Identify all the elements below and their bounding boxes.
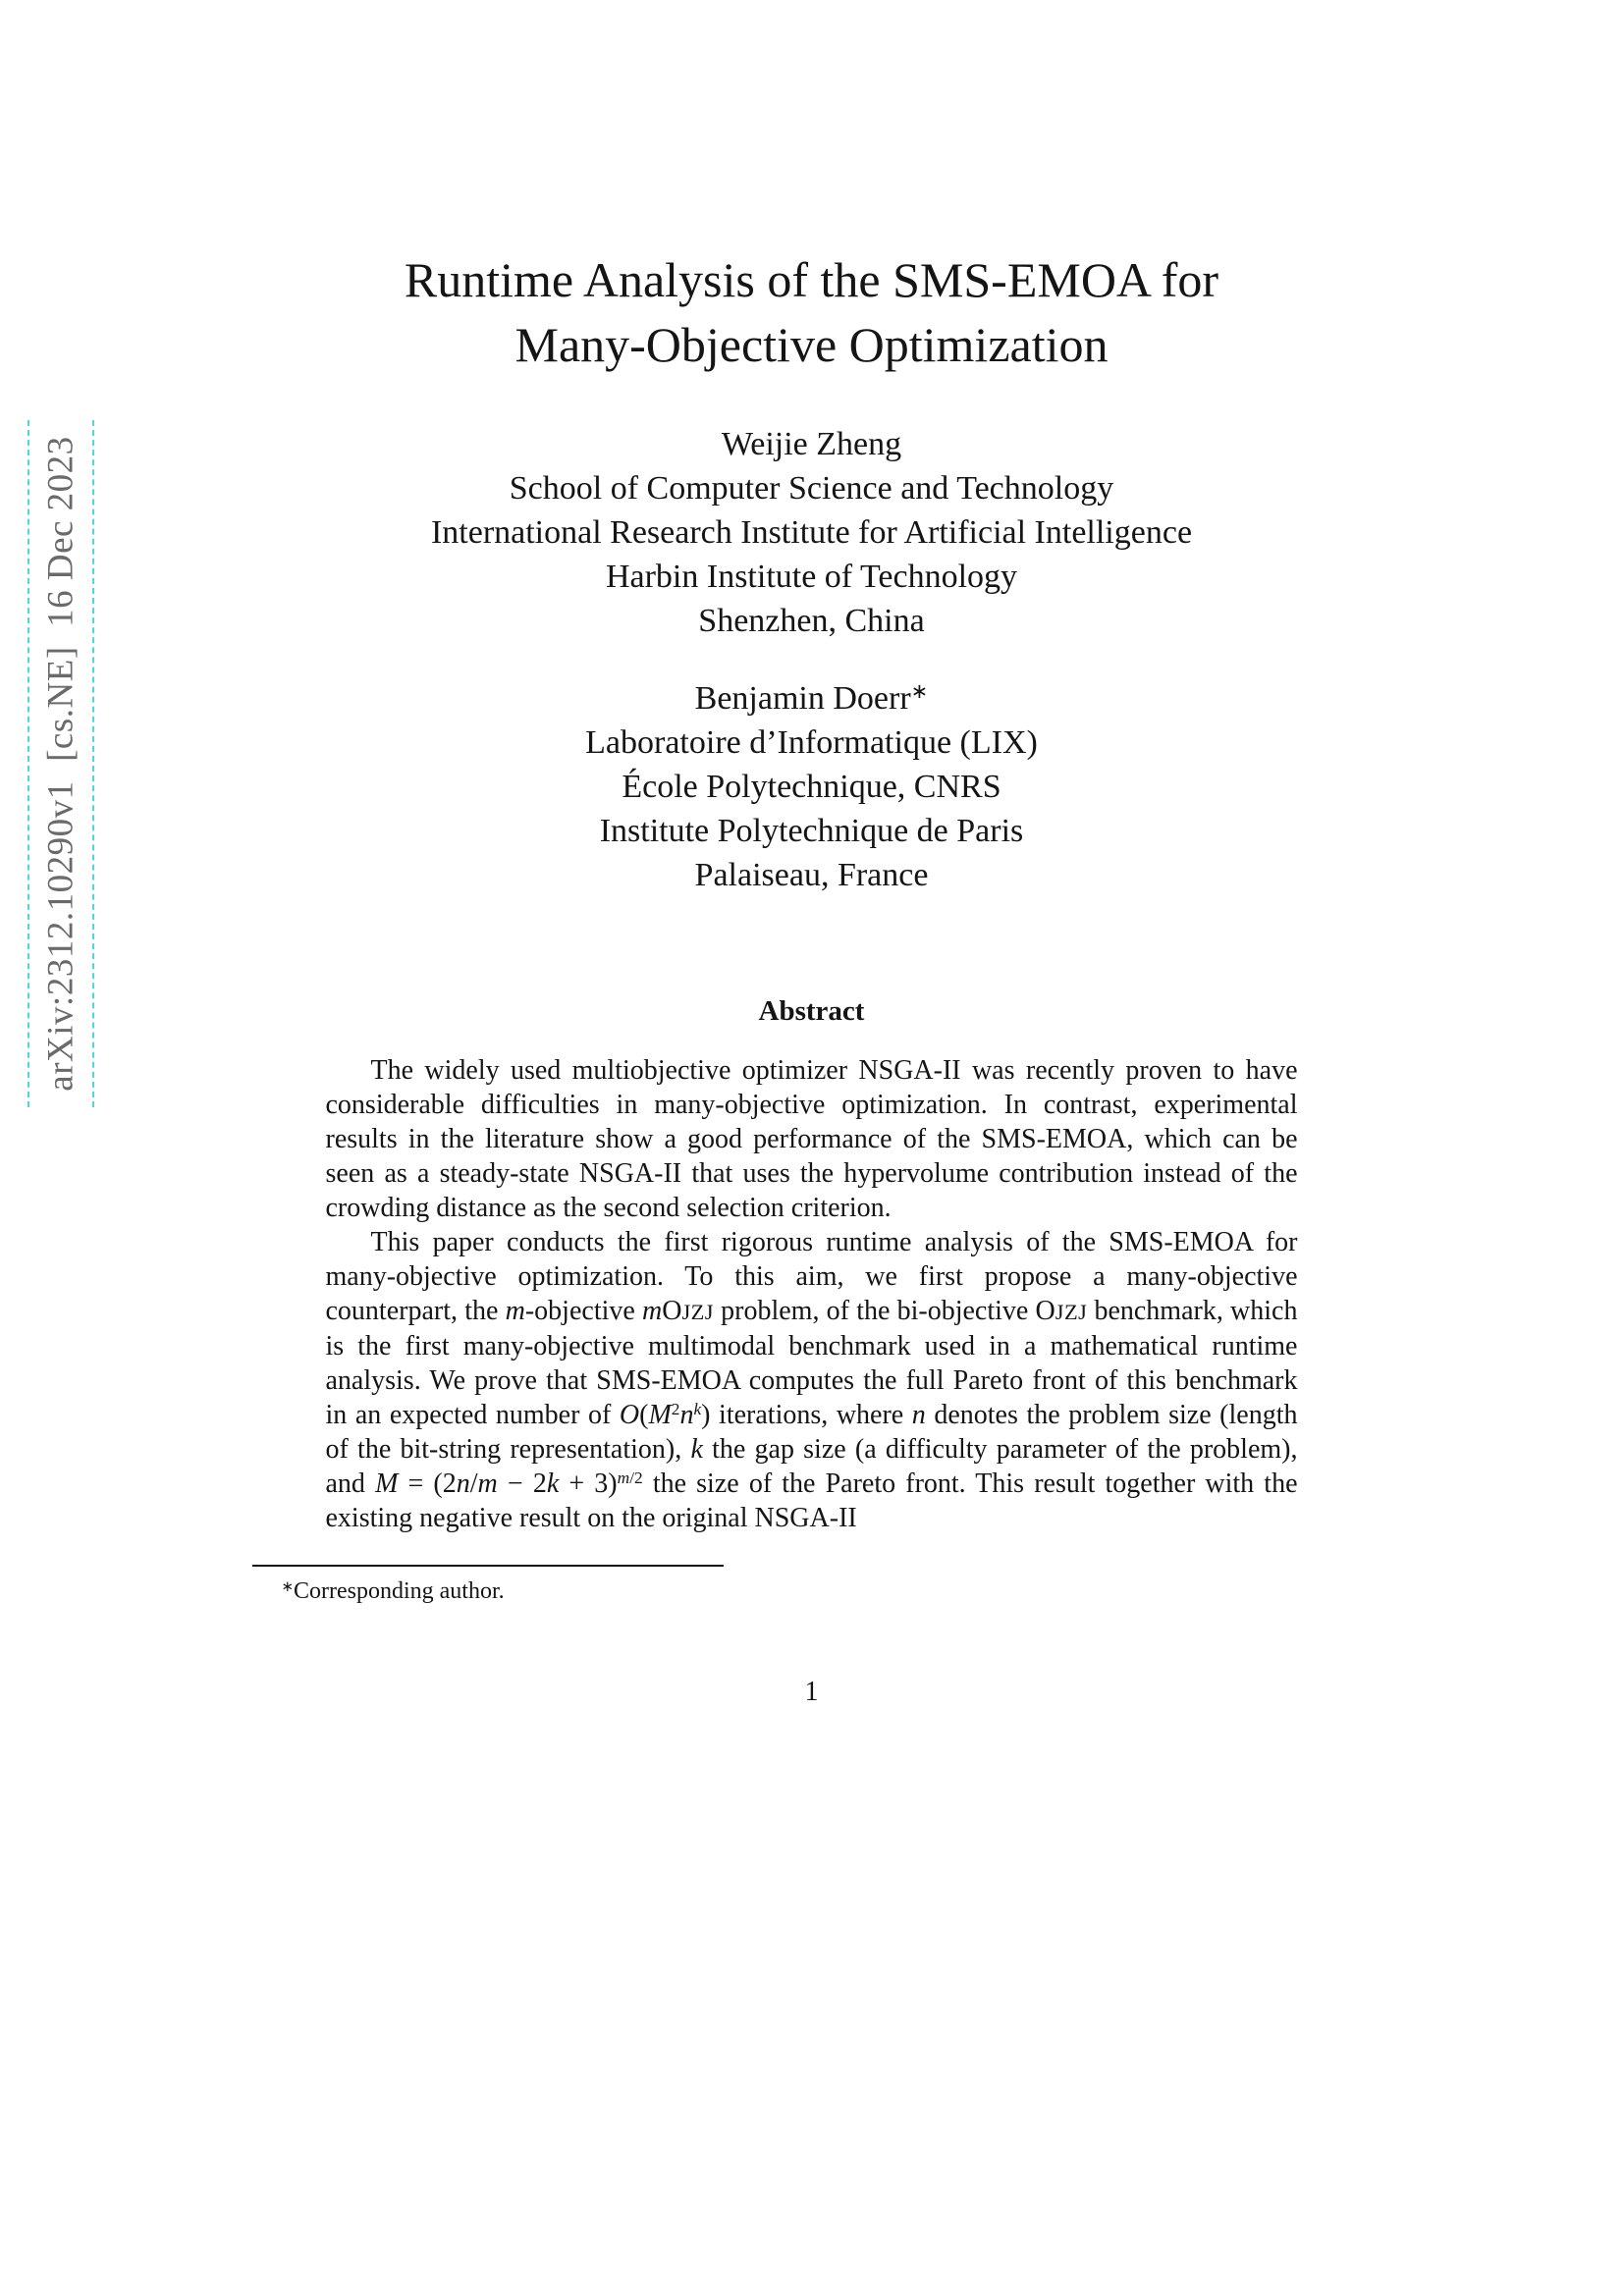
watermark-dash-line-left [27, 420, 29, 1107]
abstract-paragraph-2: This paper conducts the first rigorous runtime analysis of the SMS-EMOA for many-objective optimization. To this aim, we first propose a many-objective counterpart, the m-objective mOJZJ problem, of the bi-objective OJZJ benchmark, which is the first many-objective multimodal benchmark used in a mathematical runtime analysis. We prove that SMS-EMOA computes the full Pareto front of this benchmark in an expected number of $O(M^2n^k)$ iterations, where n denotes the problem size (length of the bit-string representation), k the gap size (a difficulty parameter of the problem), and $M = (2n/m - 2k + 3)^{m/2}$ the size of the Pareto front. This result together with the existing negative result on the original NSGA-II [325, 1227, 1298, 1533]
author-2-affiliation-line-2: École Polytechnique, CNRS [622, 769, 1001, 805]
author-1-affiliation-line-2: International Research Institute for Artificial Intelligence [430, 514, 1193, 551]
page-number: 1 [804, 1677, 819, 1707]
abstract-section [326, 995, 1298, 1535]
author-name-1: Weijie Zheng [721, 426, 902, 462]
author-name-2: Benjamin Doerr∗ [694, 679, 929, 717]
abstract-paragraph-1: The widely used multiobjective optimizer NSGA-II was recently proven to have considerable difficulties in many-objective optimization. In contrast, experimental results in the literature show a good performance of the SMS-EMOA, which can be seen as a steady-state NSGA-II that uses the hypervolume contribution instead of the crowding distance as the second selection criterion. [325, 1055, 1298, 1223]
title-line-1: Runtime Analysis of the SMS-EMOA for [404, 252, 1219, 307]
abstract-heading: Abstract [758, 995, 865, 1027]
title-line-2: Many-Objective Optimization [514, 317, 1109, 372]
arxiv-id-text: arXiv:2312.10290v1 [cs.NE] 16 Dec 2023 [40, 436, 81, 1092]
author-2-affiliation-line-1: Laboratoire d’Informatique (LIX) [585, 724, 1038, 761]
author-2-affiliation-line-3: Institute Polytechnique de Paris [599, 813, 1024, 849]
watermark-dash-line-right [92, 420, 94, 1107]
author-block-1 [252, 422, 1372, 643]
paper-title [252, 247, 1372, 377]
arxiv-watermark [22, 420, 100, 1107]
footnote-text: ∗Corresponding author. [281, 1578, 505, 1604]
author-block-2 [252, 676, 1372, 897]
footnote-rule [252, 1565, 724, 1567]
author-2-affiliation-line-4: Palaiseau, France [694, 857, 929, 893]
paper-content [252, 0, 1372, 1708]
author-1-affiliation-line-4: Shenzhen, China [698, 603, 925, 639]
author-1-affiliation-line-3: Harbin Institute of Technology [605, 559, 1018, 595]
author-1-affiliation-line-1: School of Computer Science and Technology [509, 470, 1114, 507]
footnote-area [252, 1565, 1372, 1606]
